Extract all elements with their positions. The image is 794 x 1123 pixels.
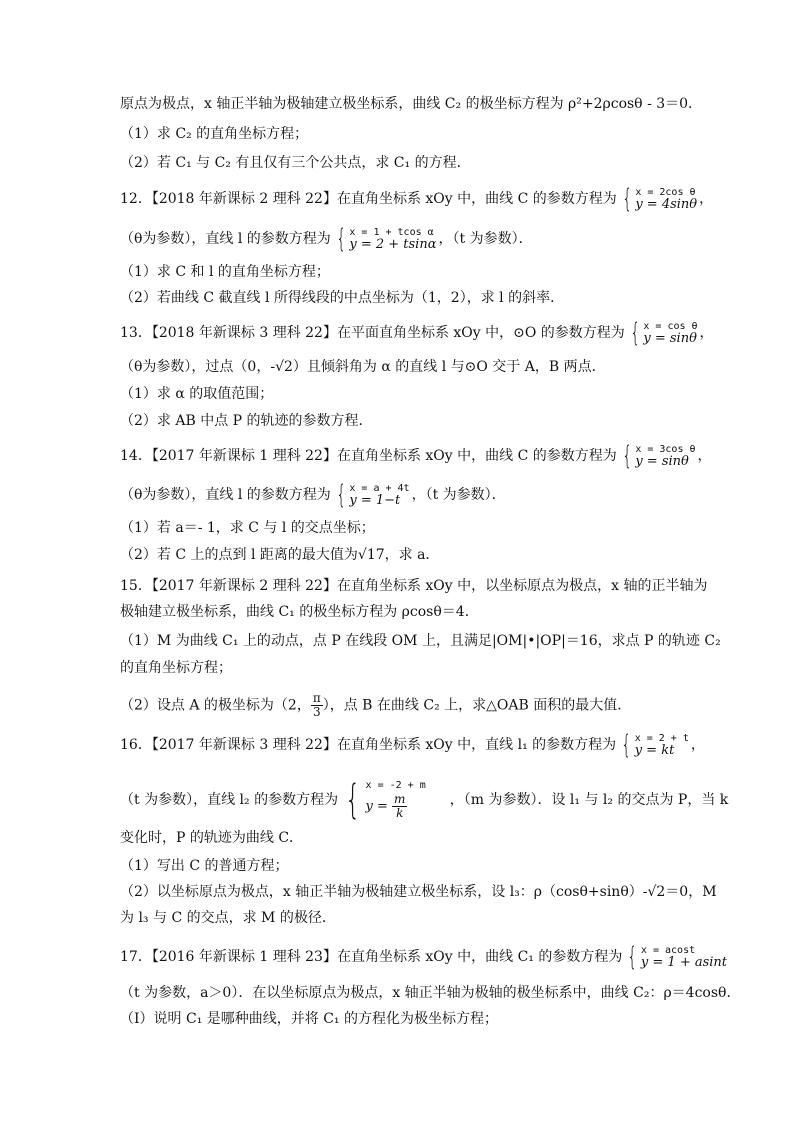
brace-symbol: { xyxy=(627,942,638,972)
text-segment: （2）设点 A 的极坐标为（2， xyxy=(120,697,311,714)
equation-row: y = sinθ xyxy=(635,453,689,469)
text-segment: ， xyxy=(699,191,714,207)
question-12-header xyxy=(120,186,713,212)
brace-symbol: { xyxy=(622,184,633,214)
text-segment: 13．【2018 年新课标 3 理科 22】在平面直角坐标系 xOy 中，⊙O 的参数方程为 xyxy=(120,325,625,341)
question-part: （1）求 C 和 l 的直角坐标方程； xyxy=(120,264,330,280)
question-part: （2）若 C 上的点到 l 距离的最大值为√17，求 a． xyxy=(120,547,440,563)
text-segment: （θ为参数），直线 l 的参数方程为 xyxy=(120,487,331,503)
parametric-system xyxy=(333,226,437,252)
question-15-header: 15．【2017 年新课标 2 理科 22】在直角坐标系 xOy 中，以坐标原点为极点，x 轴的正半轴为 xyxy=(120,578,708,594)
text-segment: ， xyxy=(699,325,714,341)
equation-row: y = 1−t xyxy=(349,492,401,508)
equation-row: x = cos θ xyxy=(643,320,698,332)
text-line xyxy=(120,226,533,252)
text-segment: ， xyxy=(690,737,705,753)
equation-row: y = 1 + asint xyxy=(640,954,728,970)
question-part: （Ⅰ）说明 C₁ 是哪种曲线，并将 C₁ 的方程化为极坐标方程； xyxy=(120,1011,498,1027)
text-line: 的直角坐标方程； xyxy=(120,660,232,676)
brace-symbol: { xyxy=(621,730,632,760)
fraction-denominator: 3 xyxy=(312,705,321,719)
equation-row: x = 2 + t xyxy=(634,732,689,744)
question-part: （1）写出 C 的普通方程； xyxy=(120,858,289,874)
text-segment: 14．【2017 年新课标 1 理科 22】在直角坐标系 xOy 中，曲线 C 的参数方程为 xyxy=(120,448,617,464)
question-part xyxy=(120,692,631,719)
equation-row: y = 2 + tsinα xyxy=(349,236,437,252)
text-line: 为 l₃ 与 C 的交点，求 M 的极径． xyxy=(120,910,336,926)
question-part: （1）M 为曲线 C₁ 上的动点，点 P 在线段 OM 上，且满足|OM|•|OP|＝16，求点 P 的轨迹 C₂ xyxy=(120,633,721,649)
equation-row: y = kt xyxy=(634,742,675,758)
text-segment: ，（m 为参数）．设 l₁ 与 l₂ 的交点为 P，当 k xyxy=(449,792,729,808)
text-segment: 17．【2016 年新课标 1 理科 23】在直角坐标系 xOy 中，曲线 C₁ 的参数方程为 xyxy=(120,949,623,965)
equation-row: x = acost xyxy=(640,944,696,956)
text-line: 极轴建立极坐标系，曲线 C₁ 的极坐标方程为 ρcosθ＝4． xyxy=(120,604,479,620)
text-segment: ，（t 为参数）． xyxy=(411,487,506,503)
equation-row: x = a + 4t xyxy=(349,482,410,494)
equation-row: y = sinθ xyxy=(643,330,697,346)
fraction-numerator: m xyxy=(394,792,406,806)
parametric-system xyxy=(619,443,696,469)
question-14-header xyxy=(120,443,712,469)
fraction-numerator: π xyxy=(312,691,321,705)
parametric-system xyxy=(618,732,689,758)
equation-row: x = 1 + tcos α xyxy=(349,226,434,238)
equation-row: x = 3cos θ xyxy=(635,443,696,455)
parametric-system xyxy=(624,944,727,970)
text-segment: （θ为参数），直线 l 的参数方程为 xyxy=(120,231,331,247)
text-segment: （t 为参数），直线 l₂ 的参数方程为 xyxy=(120,792,339,808)
brace-symbol: { xyxy=(345,777,361,823)
fraction-denominator: k xyxy=(396,806,404,820)
brace-symbol: { xyxy=(630,318,641,348)
question-part: （2）以坐标原点为极点，x 轴正半轴为极轴建立极坐标系，设 l₃：ρ（cosθ+sinθ）-√2＝0，M xyxy=(120,884,717,900)
question-part: （1）求 C₂ 的直角坐标方程； xyxy=(120,126,309,142)
fraction xyxy=(311,692,323,719)
parametric-system xyxy=(627,320,698,346)
question-16-header xyxy=(120,732,705,758)
question-part: （1）求 α 的取值范围； xyxy=(120,386,274,402)
parametric-system xyxy=(333,482,410,508)
text-segment: ），点 B 在曲线 C₂ 上，求△OAB 面积的最大值． xyxy=(322,697,632,714)
text-line: 变化时，P 的轨迹为曲线 C． xyxy=(120,830,304,846)
text-segment: 12．【2018 年新课标 2 理科 22】在直角坐标系 xOy 中，曲线 C 的参数方程为 xyxy=(120,191,617,207)
brace-symbol: { xyxy=(336,480,347,510)
question-17-header xyxy=(120,944,729,970)
parametric-system xyxy=(340,777,426,823)
fraction xyxy=(392,793,407,820)
equation-row: y = 4sinθ xyxy=(635,196,698,212)
text-line xyxy=(120,482,506,508)
text-line: （θ为参数），过点（0，-√2）且倾斜角为 α 的直线 l 与⊙O 交于 A，B 两点． xyxy=(120,359,606,375)
brace-symbol: { xyxy=(622,441,633,471)
equation-lhs: y = xyxy=(365,799,388,814)
parametric-system xyxy=(619,186,697,212)
question-part: （2）求 AB 中点 P 的轨迹的参数方程． xyxy=(120,413,373,429)
question-13-header xyxy=(120,320,714,346)
equation-row: x = 2cos θ xyxy=(635,186,696,198)
question-part: （2）若 C₁ 与 C₂ 有且仅有三个公共点，求 C₁ 的方程． xyxy=(120,155,471,171)
text-segment: ， xyxy=(697,448,712,464)
text-segment: ，（t 为参数）． xyxy=(438,231,533,247)
text-line: （t 为参数，a＞0）．在以坐标原点为极点，x 轴正半轴为极轴的极坐标系中，曲线 C₂：ρ＝4cosθ． xyxy=(120,985,741,1001)
text-line: 原点为极点，x 轴正半轴为极轴建立极坐标系，曲线 C₂ 的极坐标方程为 ρ²+2ρcosθ - 3＝0． xyxy=(120,96,703,112)
equation-row: x = -2 + m xyxy=(365,780,426,791)
question-part: （1）若 a＝- 1，求 C 与 l 的交点坐标； xyxy=(120,520,375,536)
text-line xyxy=(120,777,729,823)
equation-row xyxy=(366,793,426,820)
question-part: （2）若曲线 C 截直线 l 所得线段的中点坐标为（1，2），求 l 的斜率． xyxy=(120,290,565,306)
brace-symbol: { xyxy=(336,224,347,254)
text-segment: 16．【2017 年新课标 3 理科 22】在直角坐标系 xOy 中，直线 l₁ 的参数方程为 xyxy=(120,737,617,753)
